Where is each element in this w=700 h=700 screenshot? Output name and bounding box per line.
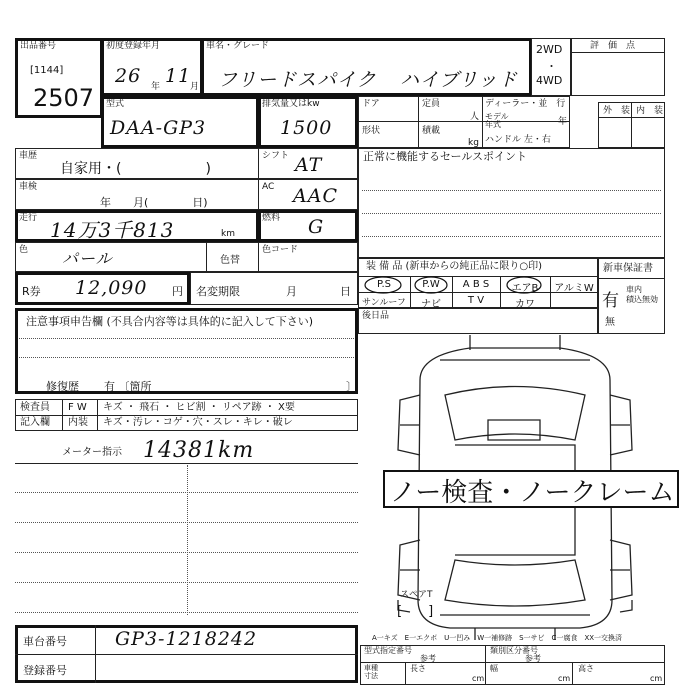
length-cm: cm <box>472 674 485 683</box>
color-code-label: 色コード <box>262 245 299 255</box>
year-unit: 年 <box>151 82 161 92</box>
name-change-day: 日 <box>340 285 351 298</box>
fuel-label: 燃料 <box>262 213 281 223</box>
height-label: 高さ <box>578 664 594 673</box>
kg-unit: kg <box>468 138 479 148</box>
lot-label: 出品番号 <box>20 41 57 51</box>
reference-label-1: 参考 <box>420 654 436 663</box>
displacement-label: 排気量又はkw <box>262 99 320 109</box>
repair-close: 〕 <box>346 380 357 393</box>
capacity-label: 定員 <box>422 99 441 109</box>
repair-label: 修復歴 <box>46 380 79 393</box>
lot-number: 2507 <box>33 84 95 112</box>
damage-legend: A一キズ E一エクボ U一凹み W一補修跡 S一サビ C一腐食 XX一交換済 <box>372 634 623 642</box>
dims-label: 車種 寸法 <box>364 664 378 680</box>
first-reg-month: 11 <box>165 65 192 87</box>
car-name-label: 車名・グレード <box>206 41 270 51</box>
shift-label: シフト <box>262 151 290 161</box>
recycle-yen: 円 <box>172 285 183 298</box>
drive-2wd: 2WD <box>536 43 563 56</box>
equip-pw: P.W <box>422 279 440 290</box>
warranty-yes: 有 <box>602 291 619 311</box>
equip-navi: ナビ <box>421 299 441 310</box>
category-label: 類別区分番号 <box>490 646 538 655</box>
load-label: 積載 <box>422 126 441 136</box>
spare-label: スペアT <box>400 590 433 600</box>
lot-sub: [1144] <box>30 65 64 76</box>
door-label: ドア <box>362 99 380 109</box>
warranty-no: 無 <box>605 317 615 328</box>
drive-4wd: 4WD <box>536 74 563 87</box>
height-cm: cm <box>650 674 663 683</box>
width-label: 幅 <box>490 664 498 673</box>
color-change-label: 色替 <box>220 255 240 266</box>
first-reg-label: 初度登録年月 <box>106 41 161 51</box>
name-change-label: 名変期限 <box>196 285 240 298</box>
chassis-value: GP3-1218242 <box>115 628 258 650</box>
inspector-label2: 記入欄 <box>20 417 50 428</box>
equip-alloy: アルミW <box>554 283 594 294</box>
width-cm: cm <box>558 674 571 683</box>
no-claim-stamp: ノー検査・ノークレーム <box>390 478 675 508</box>
equip-ps: P.S <box>377 279 391 290</box>
equip-leather: カワ <box>515 299 535 310</box>
fw-label: F W <box>68 402 87 413</box>
rating-label: 評 価 点 <box>590 41 636 51</box>
car-grade: ハイブリッド <box>400 69 518 91</box>
meter-value: 14381km <box>143 438 255 463</box>
usage-value: 自家用・( ) <box>60 161 211 177</box>
equip-tv: T V <box>467 295 485 306</box>
ac-value: AAC <box>293 185 338 207</box>
km-unit: km <box>221 229 235 239</box>
displacement-value: 1500 <box>280 117 333 139</box>
recycle-label: R券 <box>22 285 41 298</box>
interior-label: 内 装 <box>636 106 664 116</box>
drive-dot: ・ <box>546 60 557 73</box>
dealer-label: ディーラー・並 行 <box>485 99 566 109</box>
equip-abs: A B S <box>462 279 490 290</box>
ac-label: AC <box>262 182 275 192</box>
meter-label: メーター指示 <box>62 447 122 458</box>
person-unit: 人 <box>470 112 480 122</box>
fw-items: キズ ・ 飛石 ・ ヒビ割 ・ リペア跡 ・ X要 <box>103 402 295 413</box>
inspection-label: 車検 <box>19 182 38 192</box>
equipment-title: 装 備 品 (新車からの純正品に限り○印) <box>366 261 543 272</box>
equip-airbag: エアB <box>511 283 539 294</box>
nen-label: 年 <box>558 117 568 127</box>
warranty-label: 新車保証書 <box>603 263 653 274</box>
warranty-note: 車内 積込無効 <box>626 285 658 304</box>
mileage-value: 14万3千813 <box>50 218 175 242</box>
model-label: 型式 <box>106 99 125 109</box>
spare-brackets: [ ] <box>397 604 434 619</box>
car-name: フリードスパイク <box>218 69 377 91</box>
reg-label: 登録番号 <box>23 664 67 677</box>
selling-label: 正常に機能するセールスポイント <box>363 150 528 163</box>
shape-label: 形状 <box>362 126 381 136</box>
first-reg-year: 26 <box>115 65 142 87</box>
model-value: DAA-GP3 <box>110 117 207 139</box>
recycle-value: 12,090 <box>75 277 148 299</box>
type-designation-label: 型式指定番号 <box>364 646 412 655</box>
inspector-label1: 検査員 <box>20 402 50 413</box>
inspection-value: 年 月( 日) <box>100 196 208 209</box>
rear-label: 後日品 <box>362 311 390 321</box>
chassis-label: 車台番号 <box>23 635 67 648</box>
name-change-month: 月 <box>286 285 297 298</box>
notes-title: 注意事項申告欄 (不具合内容等は具体的に記入して下さい) <box>26 315 314 328</box>
inner-items: キズ・汚レ・コゲ・穴・スレ・キレ・破レ <box>103 417 293 428</box>
mileage-label: 走行 <box>19 213 38 223</box>
month-unit: 月 <box>190 82 200 92</box>
handle-label: ハンドル 左・右 <box>485 135 551 145</box>
shift-value: AT <box>295 154 323 176</box>
fuel-value: G <box>308 216 325 238</box>
inner-label: 内装 <box>68 417 88 428</box>
repair-value: 有 〔箇所 <box>104 380 152 393</box>
reference-label-2: 参考 <box>525 654 541 663</box>
color-value: パール <box>62 249 113 268</box>
usage-label: 車歴 <box>19 151 38 161</box>
exterior-label: 外 装 <box>603 106 631 116</box>
length-label: 長さ <box>410 664 426 673</box>
color-label: 色 <box>19 245 29 255</box>
model-year-label: モデル 年式 <box>485 112 509 129</box>
equip-sunroof: サンルーフ <box>362 298 406 308</box>
